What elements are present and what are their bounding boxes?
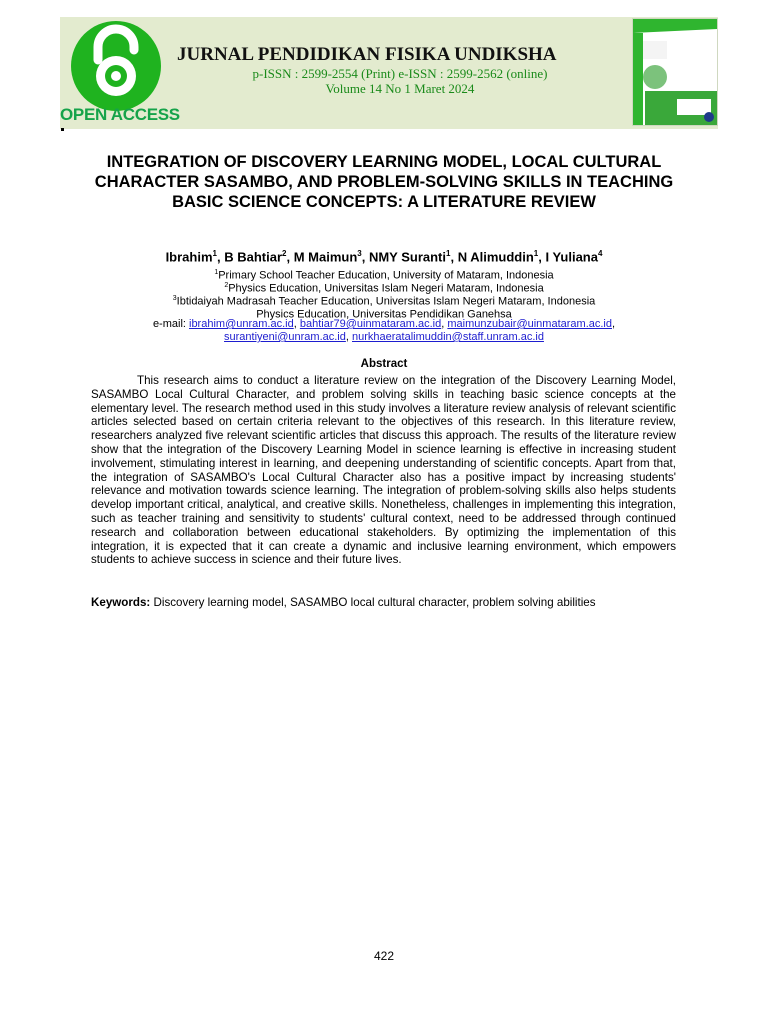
author-affiliation-marker: 1	[446, 249, 451, 258]
author-list	[60, 249, 708, 264]
author-affiliation-marker: 4	[597, 249, 603, 258]
author-separator: ,	[538, 249, 546, 265]
affiliation-marker: 3	[172, 295, 177, 302]
author-separator: ,	[450, 249, 458, 265]
journal-cover-image	[632, 18, 718, 126]
email-link[interactable]: ibrahim@unram.ac.id	[189, 318, 294, 330]
journal-issn: p-ISSN : 2599-2554 (Print) e-ISSN : 2599-2562 (online)	[252, 66, 548, 81]
journal-header	[60, 17, 718, 129]
author-affiliation-marker: 1	[533, 249, 539, 258]
paper-title: INTEGRATION OF DISCOVERY LEARNING MODEL, LOCAL CULTURAL CHARACTER SASAMBO, AND PROBLEM-SOLVING SKILLS IN TEACHING BASIC SCIENCE CONCEPTS: A LITERATURE REVIEW	[94, 153, 674, 211]
author-affiliation-marker: 1	[212, 249, 217, 258]
email-link[interactable]: nurkhaeratalimuddin@staff.unram.ac.id	[352, 331, 544, 343]
journal-volume: Volume 14 No 1 Maret 2024	[325, 81, 475, 96]
affiliation-text: Physics Education, Universitas Islam Negeri Mataram, Indonesia	[228, 282, 544, 295]
affiliation-text: Physics Education, Universitas Pendidikan Ganehsa	[256, 308, 512, 321]
author-name: N Alimuddin	[457, 249, 534, 265]
affiliation-text: Primary School Teacher Education, University of Mataram, Indonesia	[218, 269, 554, 282]
abstract-heading: Abstract	[360, 358, 408, 370]
affiliation-marker: 1	[214, 269, 219, 276]
email-line: e-mail: ibrahim@unram.ac.id, bahtiar79@uinmataram.ac.id, maimunzubair@uinmataram.ac.id,	[152, 318, 616, 330]
affiliation-marker: 2	[224, 282, 229, 289]
open-access-lock-icon	[70, 20, 162, 112]
author-affiliation-marker: 3	[357, 249, 362, 258]
author-name: M Maimun	[293, 249, 358, 265]
email-link[interactable]: bahtiar79@uinmataram.ac.id	[299, 318, 442, 330]
dot-marker	[61, 128, 64, 131]
keywords-line	[91, 596, 681, 609]
author-separator: ,	[286, 249, 294, 265]
abstract-body: This research aims to conduct a literature review on the integration of the Discovery Learning Model, SASAMBO Local Cultural Character, and problem solving skills in teaching basic science concepts at the elementary level. The research method used in this study involves a literature review analysis of relevant scientific articles selected based on certain criteria relevant to the objectives of this research. In this literature review, researchers analyzed five relevant scientific articles that discuss this approach. The results of the literature review show that the integration of the Discovery Learning Model in science learning is effective in increasing student involvement, stimulating interest in learning, and deepening understanding of scientific concepts. Apart from that, the integration of SASAMBO's Local Cultural Character also has a positive impact by increasing students' relevance and motivation towards science learning. The integration of problem-solving skills also helps students develop important critical, analytical, and creative skills. Nonetheless, challenges in implementing this integration, such as teacher training and sensitivity to students' cultural context, need to be addressed through continued research and collaboration between educational stakeholders. By optimizing the implementation of this integration, it is expected that it can create a dynamic and inclusive learning environment, which empowers students to achieve success in science and their future lives.	[91, 374, 676, 567]
author-name: I Yuliana	[545, 249, 598, 265]
email-link[interactable]: surantiyeni@unram.ac.id	[224, 331, 346, 343]
page-number: 422	[373, 949, 395, 963]
keywords-label: Keywords:	[91, 596, 151, 609]
author-separator: ,	[361, 249, 369, 265]
author-separator: ,	[216, 249, 225, 265]
keywords-text: Discovery learning model, SASAMBO local cultural character, problem solving abilities	[150, 596, 596, 609]
author-name: B Bahtiar	[224, 249, 283, 265]
author-affiliation-marker: 2	[282, 249, 287, 258]
open-access-label: OPEN ACCESS	[60, 105, 180, 124]
journal-title: JURNAL PENDIDIKAN FISIKA UNDIKSHA	[177, 44, 557, 65]
author-name: Ibrahim	[165, 249, 213, 265]
author-name: NMY Suranti	[368, 249, 447, 265]
email-line: surantiyeni@unram.ac.id, nurkhaeratalimuddin@staff.unram.ac.id	[224, 331, 544, 343]
email-link[interactable]: maimunzubair@uinmataram.ac.id	[447, 318, 612, 330]
email-label: e-mail:	[152, 318, 189, 330]
affiliation-text: Ibtidaiyah Madrasah Teacher Education, Universitas Islam Negeri Mataram, Indonesia	[176, 295, 596, 308]
